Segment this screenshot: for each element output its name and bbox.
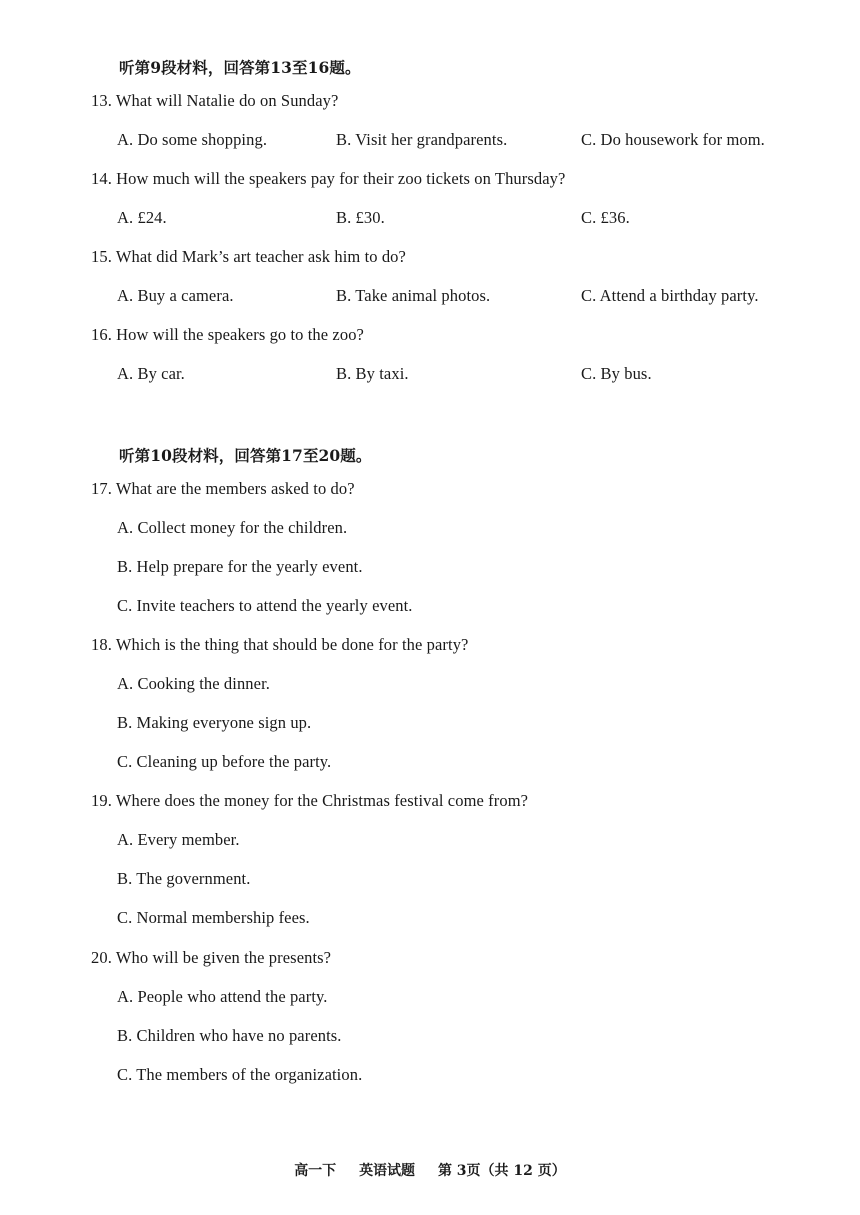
question-15: 15. What did Mark’s art teacher ask him to do? <box>91 247 406 266</box>
q18-option-b: B. Making everyone sign up. <box>117 713 312 732</box>
q17-option-a: A. Collect money for the children. <box>117 518 348 537</box>
q18-option-c: C. Cleaning up before the party. <box>117 752 332 771</box>
q19-option-b: B. The government. <box>117 869 251 888</box>
q15-option-a: A. Buy a camera. <box>117 286 234 305</box>
question-13: 13. What will Natalie do on Sunday? <box>91 91 339 110</box>
question-20: 20. Who will be given the presents? <box>91 948 332 967</box>
q13-option-b: B. Visit her grandparents. <box>336 130 508 149</box>
q20-option-a: A. People who attend the party. <box>117 987 328 1006</box>
question-19: 19. Where does the money for the Christmas festival come from? <box>91 791 529 810</box>
section-heading-10: 听第10段材料，回答第17至20题。 <box>119 446 372 465</box>
q20-option-c: C. The members of the organization. <box>117 1065 363 1084</box>
q14-option-a: A. £24. <box>117 208 167 227</box>
footer-grade: 高一下 <box>294 1163 337 1179</box>
q20-option-b: B. Children who have no parents. <box>117 1026 342 1045</box>
question-14: 14. How much will the speakers pay for their zoo tickets on Thursday? <box>91 169 566 188</box>
footer-subject: 英语试题 <box>359 1163 416 1179</box>
page-footer <box>0 1160 860 1180</box>
q15-option-b: B. Take animal photos. <box>336 286 491 305</box>
q14-option-c: C. £36. <box>581 208 630 227</box>
footer-page-number: 第 3页（共 12 页） <box>437 1163 566 1179</box>
q18-option-a: A. Cooking the dinner. <box>117 674 270 693</box>
q17-option-c: C. Invite teachers to attend the yearly event. <box>117 596 413 615</box>
q16-option-b: B. By taxi. <box>336 364 409 383</box>
q16-option-c: C. By bus. <box>581 364 652 383</box>
q14-option-b: B. £30. <box>336 208 385 227</box>
q19-option-c: C. Normal membership fees. <box>117 908 310 927</box>
section-heading-9: 听第9段材料，回答第13至16题。 <box>119 58 361 77</box>
q13-option-a: A. Do some shopping. <box>117 130 268 149</box>
question-17: 17. What are the members asked to do? <box>91 479 355 498</box>
q15-option-c: C. Attend a birthday party. <box>581 286 759 305</box>
question-16: 16. How will the speakers go to the zoo? <box>91 325 364 344</box>
q17-option-b: B. Help prepare for the yearly event. <box>117 557 363 576</box>
q19-option-a: A. Every member. <box>117 830 240 849</box>
question-18: 18. Which is the thing that should be done for the party? <box>91 635 469 654</box>
q16-option-a: A. By car. <box>117 364 185 383</box>
q13-option-c: C. Do housework for mom. <box>581 130 765 149</box>
